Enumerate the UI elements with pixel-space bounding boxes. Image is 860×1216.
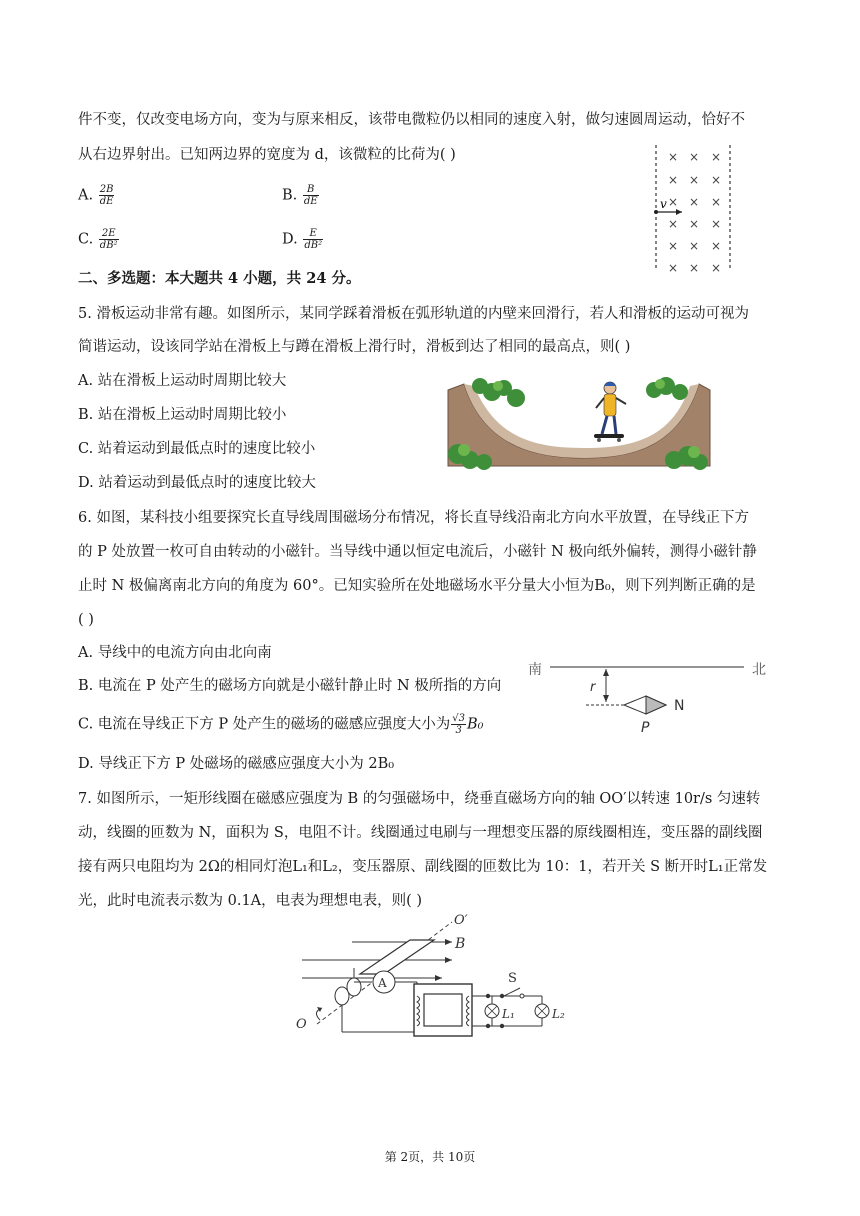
svg-text:×: × [667,150,679,164]
svg-text:×: × [710,173,722,187]
north-label: 北 [752,662,766,678]
q4-option-c: C. $\frac{2E}{\text{dB²}}$ [78,228,118,251]
page-footer: 第 2页，共 10页 [384,1150,476,1164]
axis-o-prime-label: O′ [454,913,468,928]
svg-text:×: × [710,150,722,164]
svg-text:×: × [688,261,700,275]
q6-text-line-2: 的 P 处放置一枚可自由转动的小磁针。当导线中通以恒定电流后，小磁针 N 极向纸外偏转，测得小磁针静 [78,544,757,560]
svg-text:×: × [667,239,679,253]
q6-option-d: D. 导线正下方 P 处磁场的磁感应强度大小为 2B₀ [78,756,395,772]
q6-text-line-1: 6. 如图，某科技小组要探究长直导线周围磁场分布情况，将长直导线沿南北方向水平放置，在导线正下方 [78,510,749,526]
q4-text-line-1: 件不变，仅改变电场方向，变为与原来相反，该带电微粒仍以相同的速度入射，做匀速圆周运动，恰好不 [78,112,745,128]
svg-text:×: × [667,261,679,275]
q5-skateboard-ramp-illustration [444,376,714,472]
q6-text-line-4: ( ) [78,612,94,628]
distance-r-label: r [590,680,596,695]
q6-option-c: C. 电流在导线正下方 P 处产生的磁场的磁感应强度大小为 $\frac{√3}{3}$ B₀ [78,713,484,736]
q6-wire-compass-figure [526,656,776,736]
q5-option-b: B. 站在滑板上运动时周期比较小 [78,407,287,423]
q7-text-line-1: 7. 如图所示，一矩形线圈在磁感应强度为 B 的匀强磁场中，绕垂直磁场方向的轴 OO′以转速 10r/s 匀速转 [78,791,761,807]
ammeter-a-label: A [378,976,387,990]
field-b-label: B [455,936,466,952]
q7-generator-transformer-circuit [292,912,582,1042]
svg-text:×: × [667,195,679,209]
q7-text-line-3: 接有两只电阻均为 2Ω的相同灯泡L₁和L₂，变压器原、副线圈的匝数比为 10：1，若开关 S 断开时L₁正常发 [78,859,768,875]
switch-s-label: S [508,971,517,986]
q4-magnetic-field-figure [648,140,738,275]
svg-text:×: × [710,239,722,253]
svg-text:×: × [688,195,700,209]
svg-text:×: × [710,195,722,209]
q4-velocity-label: v [660,197,667,211]
q4-option-d: D. $\frac{E}{\text{dB²}}$ [282,228,323,251]
q6-text-line-3: 止时 N 极偏离南北方向的角度为 60°。已知实验所在处地磁场水平分量大小恒为B₀，则下列判断正确的是 [78,578,756,594]
needle-n-label: N [674,698,685,714]
q5-option-d: D. 站着运动到最低点时的速度比较大 [78,475,316,491]
axis-o-label: O [296,1017,307,1032]
svg-text:×: × [667,173,679,187]
q4-option-a: A. $\frac{2B}{dE}$ [78,184,114,207]
svg-text:×: × [710,261,722,275]
q6-option-a: A. 导线中的电流方向由北向南 [78,645,272,661]
svg-text:×: × [688,150,700,164]
q5-text-line-2: 简谐运动，设该同学站在滑板上与蹲在滑板上滑行时，滑板到达了相同的最高点，则( ) [78,339,631,355]
q7-text-line-2: 动，线圈的匝数为 N，面积为 S，电阻不计。线圈通过电刷与一理想变压器的原线圈相连，变压器的副线圈 [78,825,763,841]
svg-text:×: × [688,173,700,187]
q6-option-b: B. 电流在 P 处产生的磁场方向就是小磁针静止时 N 极所指的方向 [78,678,502,694]
section-2-title: 二、多选题：本大题共 4 小题，共 24 分。 [78,270,361,287]
svg-text:×: × [710,217,722,231]
point-p-label: P [641,720,650,736]
q4-text-line-2: 从右边界射出。已知两边界的宽度为 d，该微粒的比荷为( ) [78,147,456,163]
lamp-l1-label: L₁ [502,1007,515,1021]
q4-option-b: B. $\frac{B}{dE}$ [282,184,318,207]
q7-text-line-4: 光，此时电流表示数为 0.1A，电表为理想电表，则( ) [78,893,423,909]
svg-text:×: × [688,217,700,231]
svg-text:×: × [667,217,679,231]
q5-option-c: C. 站着运动到最低点时的速度比较小 [78,441,316,457]
lamp-l2-label: L₂ [552,1007,565,1021]
q5-option-a: A. 站在滑板上运动时周期比较大 [78,373,287,389]
south-label: 南 [528,662,542,678]
svg-text:×: × [688,239,700,253]
q5-text-line-1: 5. 滑板运动非常有趣。如图所示，某同学踩着滑板在弧形轨道的内壁来回滑行，若人和滑板的运动可视为 [78,306,749,322]
